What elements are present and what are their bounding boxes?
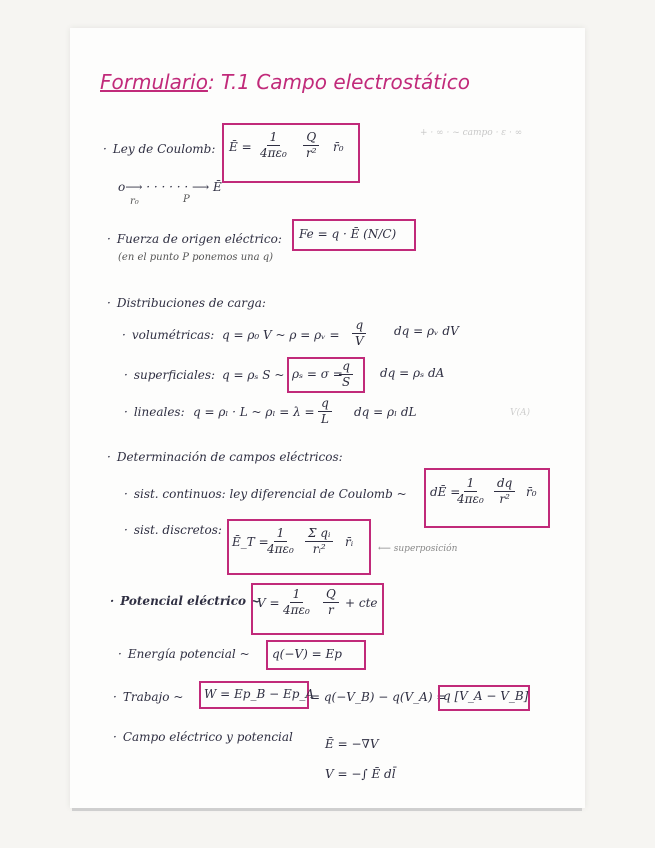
continuous-lhs: dĒ = [430,485,461,499]
potential-lhs: V = [257,596,280,610]
work-label: · Trabajo ~ [113,690,183,704]
force-formula: Fe = q · Ē (N/C) [299,227,397,241]
discrete-constant: $\frac{1}{\text{4πε₀}}$ [267,526,294,556]
potential-tail: + cte [345,596,378,610]
ghost-text: + · ∞ · ~ campo · ε · ∞ [420,128,523,138]
continuous-unit: r̄₀ [526,485,537,499]
determination-label: · Determinación de campos eléctricos: [107,450,343,464]
discrete-lhs: Ē_T = [232,535,269,549]
continuous-constant: $\frac{1}{\text{4πε₀}}$ [457,476,484,506]
superficial-box-lhs: ρₛ = σ = [292,367,343,381]
potential-frac: $\frac{Q}{r}$ [323,587,339,618]
continuous-label: · sist. continuos: ley diferencial de Coulomb ~ [124,487,407,501]
superficial-dq: dq = ρₛ dA [380,366,445,380]
diagram-p-label: P [183,194,190,205]
title-main: Formulario [100,70,208,94]
coulomb-unit-vector: r̄₀ [333,140,344,154]
gradient-formula: Ē = −∇V [325,737,379,751]
volumetric-dq: dq = ρᵥ dV [394,324,459,338]
distributions-label: · Distribuciones de carga: [107,296,266,310]
energy-formula: q(−V) = Ep [272,647,342,661]
discrete-frac: $\frac{\text{Σ qᵢ}}{\text{rᵢ²}}$ [305,526,333,557]
linear-label: · lineales: [124,405,185,419]
field-potential-label: · Campo eléctrico y potencial [113,730,293,744]
energy-label: · Energía potencial ~ [118,647,250,661]
coulomb-lhs: Ē = [229,140,252,154]
coulomb-diagram: o⟶ · · · · · · ⟶ Ē [118,180,222,194]
linear-frac: $\frac{q}{L}$ [318,396,332,427]
ghost-text: V(A) [510,408,531,418]
coulomb-charge-frac: $\frac{Q}{\text{r²}}$ [303,130,320,161]
superficial-formula: q = ρₛ S ~ [222,368,285,382]
title-rest: : T.1 Campo electrostático [207,70,470,94]
continuous-frac: $\frac{dq}{\text{r²}}$ [494,476,515,507]
potential-constant: $\frac{1}{\text{4πε₀}}$ [283,587,310,617]
work-box-left-text: W = Ep_B − Ep_A [204,687,315,701]
page-edge [72,808,582,811]
work-middle: = q(−V_B) − q(V_A) = [310,690,447,704]
linear-dq: dq = ρₗ dL [354,405,417,419]
superficial-frac: $\frac{q}{S}$ [339,359,353,390]
superficial-label: · superficiales: [124,368,215,382]
diagram-r0-label: r₀ [130,196,139,207]
discrete-label: · sist. discretos: [124,523,222,537]
force-label: · Fuerza de origen eléctrico: [107,232,282,246]
integral-formula: V = −∫ Ē dl̄ [325,767,396,781]
superposition-note: ⟵ superposición [378,544,458,554]
work-box-right-text: q [V_A − V_B] [443,689,529,703]
page-title [100,70,470,94]
discrete-unit: r̄ᵢ [345,535,354,549]
force-note: (en el punto P ponemos una q) [118,252,274,263]
coulomb-label: · Ley de Coulomb: [103,142,215,156]
volumetric-label: · volumétricas: [122,328,214,342]
volumetric-frac: $\frac{q}{V}$ [352,318,367,349]
linear-formula: q = ρₗ · L ~ ρₗ = λ = [193,405,315,419]
coulomb-constant: $\frac{1}{\text{4πε₀}}$ [260,130,287,160]
potential-label: · Potencial eléctrico ~ [110,594,260,608]
volumetric-formula: q = ρ₀ V ~ ρ = ρᵥ = [222,328,340,342]
